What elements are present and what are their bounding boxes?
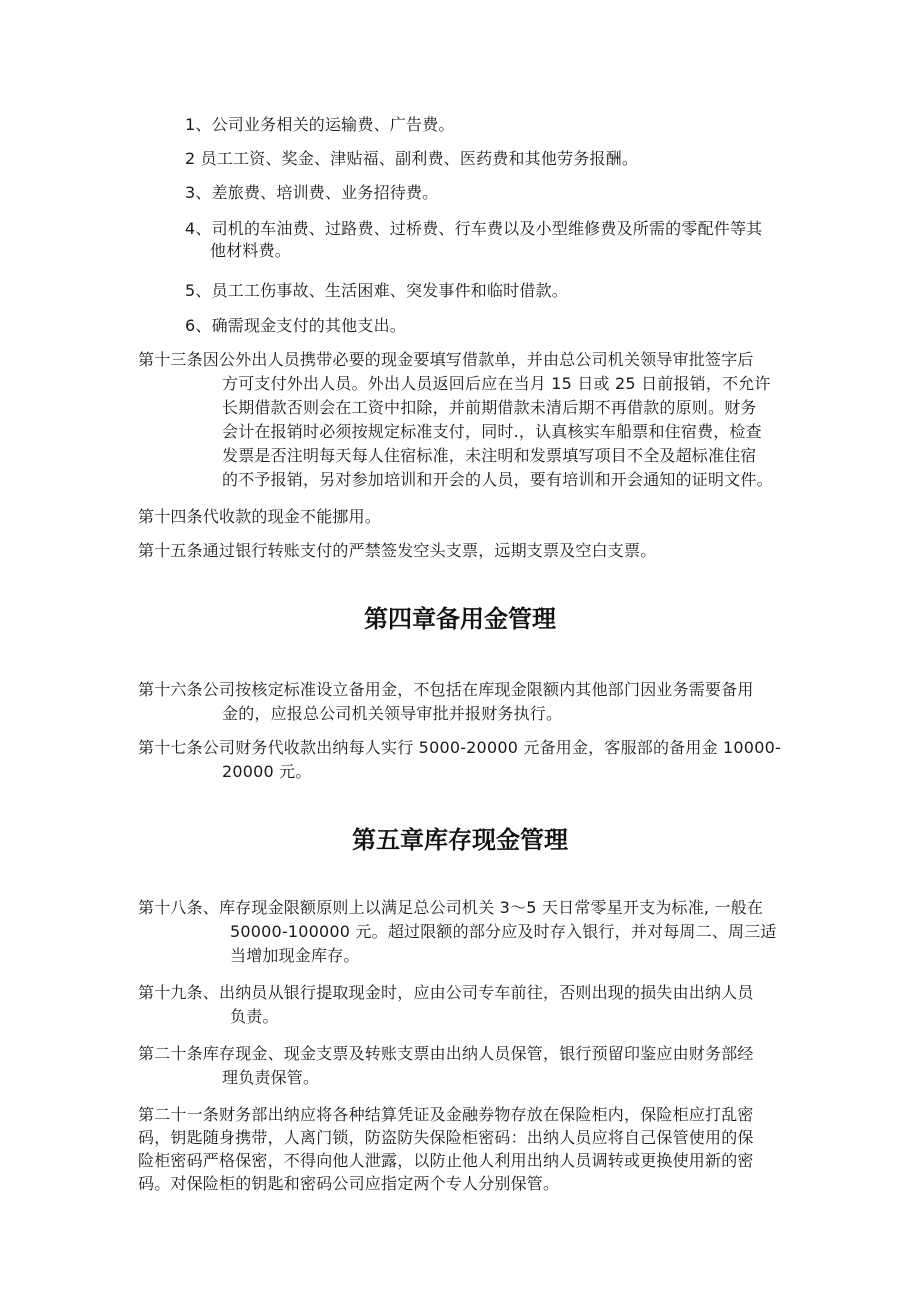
article-13-line: 发票是否注明每天每人住宿标准，未注明和发票填写项目不全及超标准住宿 — [222, 446, 757, 465]
article-21-line: 码。对保险柜的钥匙和密码公司应指定两个专人分别保管。 — [138, 1174, 560, 1193]
article-19-line: 负责。 — [230, 1007, 279, 1026]
chapter-4-heading: 第四章备用金管理 — [364, 604, 556, 633]
article-13-line: 的不予报销，另对参加培训和开会的人员，要有培训和开会通知的证明文件。 — [222, 470, 773, 489]
article-14: 第十四条代收款的现金不能挪用。 — [138, 507, 382, 526]
article-17-line: 第十七条公司财务代收款出纳每人实行 5000-20000 元备用金，客服部的备用金 10000- — [138, 738, 781, 757]
article-18-line: 当增加现金库存。 — [230, 946, 360, 965]
article-18-line: 50000-100000 元。超过限额的部分应及时存入银行，并对每周二、周三适 — [230, 922, 777, 941]
list-item: 3、差旅费、培训费、业务招待费。 — [185, 183, 439, 202]
article-20-line: 理负责保管。 — [222, 1068, 320, 1087]
article-16-line: 金的，应报总公司机关领导审批并报财务执行。 — [222, 704, 563, 723]
list-item: 1、公司业务相关的运输费、广告费。 — [185, 115, 455, 134]
chapter-5-heading: 第五章库存现金管理 — [352, 825, 568, 854]
article-13-line: 会计在报销时必须按规定标准支付，同时.，认真核实车船票和住宿费，检查 — [222, 422, 762, 441]
article-18-line: 第十八条、库存现金限额原则上以满足总公司机关 3～5 天日常零星开支为标准, 一般在 — [138, 898, 764, 917]
list-item-continuation: 他材料费。 — [210, 241, 292, 260]
article-16-line: 第十六条公司按核定标准设立备用金，不包括在库现金限额内其他部门因业务需要备用 — [138, 680, 754, 699]
article-15: 第十五条通过银行转账支付的严禁签发空头支票，远期支票及空白支票。 — [138, 541, 657, 560]
list-item: 6、确需现金支付的其他支出。 — [185, 316, 406, 335]
article-13-line: 长期借款否则会在工资中扣除，并前期借款未清后期不再借款的原则。财务 — [222, 398, 757, 417]
article-21-line: 码，钥匙随身携带，人离门锁，防盗防失保险柜密码：出纳人员应将自己保管使用的保 — [138, 1128, 754, 1147]
article-21-line: 第二十一条财务部出纳应将各种结算凭证及金融券物存放在保险柜内，保险柜应打乱密 — [138, 1105, 754, 1124]
article-13-line: 方可支付外出人员。外出人员返回后应在当月 15 日或 25 日前报销，不允许 — [222, 374, 771, 393]
article-21-line: 险柜密码严格保密，不得向他人泄露，以防止他人利用出纳人员调转或更换使用新的密 — [138, 1151, 754, 1170]
article-19-line: 第十九条、出纳员从银行提取现金时，应由公司专车前往，否则出现的损失由出纳人员 — [138, 983, 754, 1002]
list-item: 4、司机的车油费、过路费、过桥费、行车费以及小型维修费及所需的零配件等其 — [185, 219, 763, 238]
article-17-line: 20000 元。 — [222, 762, 312, 781]
article-13-line: 第十三条因公外出人员携带必要的现金要填写借款单，并由总公司机关领导审批签字后 — [138, 350, 754, 369]
article-20-line: 第二十条库存现金、现金支票及转账支票由出纳人员保管，银行预留印鉴应由财务部经 — [138, 1044, 754, 1063]
list-item: 5、员工工伤事故、生活困难、突发事件和临时借款。 — [185, 281, 568, 300]
list-item: 2 员工工资、奖金、津贴福、副利费、医药费和其他劳务报酬。 — [185, 149, 639, 168]
